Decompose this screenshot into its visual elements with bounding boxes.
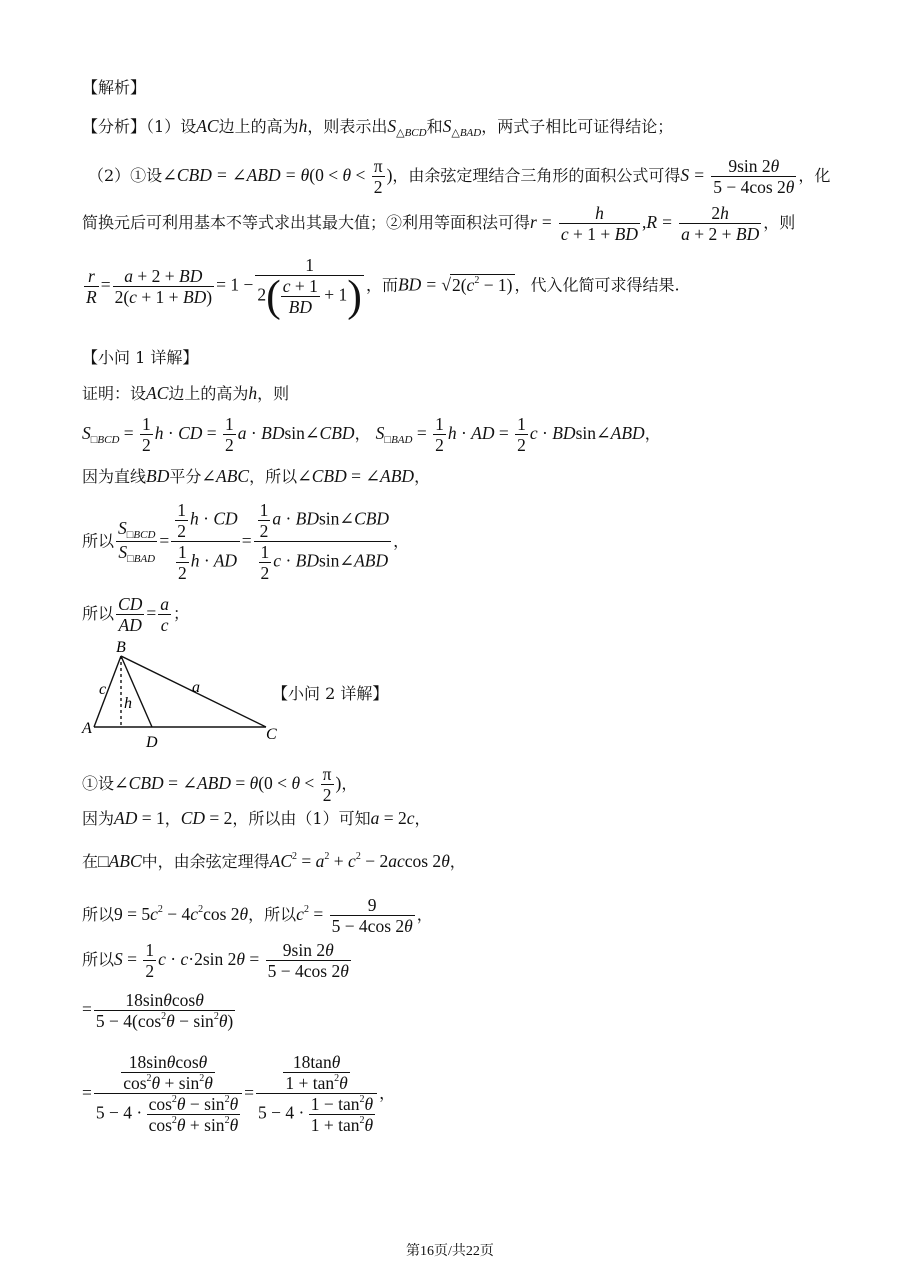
q2-line-6: = $\frac{18\sin\theta\cos\theta}{5 - 4(\cos^2\theta - \sin^2\theta)}$ bbox=[82, 990, 234, 1032]
q1-line-4: 所以 $\frac{S_{□BCD}}{S_{□BAD}}$ = $\frac{1}{2}$ h · CD $\frac{1}{2}$ h · AD = $\frac{1}{2}$ a · BDsin∠CBD $\frac{1}{2}$ c · BDsin∠ABD ， bbox=[82, 500, 410, 584]
q1-text: 边上的高为 bbox=[168, 384, 249, 403]
fraction: $\frac{18\tan\theta}{1 + \tan^2\theta}$ 5 − 4 · $\frac{1 - \tan^2\theta}{1 + \tan^2\theta}$ bbox=[256, 1052, 377, 1136]
fraction: $\frac{1}{2}$ bbox=[142, 414, 151, 456]
q1-line-1: 证明：设AC边上的高为h，则 bbox=[82, 383, 290, 403]
q2-text: 所以 bbox=[82, 950, 115, 970]
q2-text: 因为 bbox=[82, 809, 115, 828]
triangle-figure bbox=[80, 636, 290, 752]
q2-text: ，所以由（1）可知 bbox=[232, 809, 371, 828]
analysis-text: ，则表示出 bbox=[307, 117, 388, 136]
fraction: $\frac{9}{5 - 4\cos 2\theta}$ bbox=[331, 895, 413, 937]
fraction: $\frac{a + 2 + BD}{2(c + 1 + BD)}$ bbox=[114, 265, 213, 307]
q2-text: ①设 bbox=[82, 774, 115, 794]
fraction: $\frac{18\sin\theta\cos\theta}{\cos^2\theta + \sin^2\theta}$ 5 − 4 · $\frac{\cos^2\theta - \sin^2\theta}{\cos^2\theta + \sin^2\theta}$ bbox=[94, 1052, 242, 1136]
analysis-line-4: $\frac{r}{R}$ = $\frac{a + 2 + BD}{2(c + 1 + BD)}$ = 1 − 1 2( $\frac{c + 1}{BD}$ + 1) ，而BD = $√2(c^2 - 1)$ ，代入化简可求得结果. bbox=[86, 255, 680, 321]
analysis-text: ，而 bbox=[365, 275, 398, 295]
analysis-text: ，两式子相比可证得结论； bbox=[481, 117, 674, 136]
label-D: D bbox=[146, 734, 158, 751]
section-header: 【解析】 bbox=[82, 78, 147, 97]
q2-title: 【小问 2 详解】 bbox=[272, 684, 389, 703]
label-a: a bbox=[192, 679, 200, 696]
q2-line-7: = $\frac{18\sin\theta\cos\theta}{\cos^2\theta + \sin^2\theta}$ 5 − 4 · $\frac{\cos^2\theta - \sin^2\theta}{\cos^2\theta + \sin^2\theta}$ = $\frac{18\tan\theta}{1 + \tan^2\theta}$ 5 − 4 · $\frac{1 - \tan^2\theta}{1 + \tan^2\theta}$ ， bbox=[82, 1052, 396, 1136]
fraction: $\frac{9\sin 2\theta}{5 - 4\cos 2\theta}$ bbox=[713, 156, 795, 198]
fraction: $\frac{\pi}{2}$ bbox=[373, 156, 383, 198]
fraction: 1 2( $\frac{c + 1}{BD}$ + 1) bbox=[257, 255, 362, 321]
analysis-text: 和 bbox=[426, 117, 443, 136]
analysis-tag: 【分析】 bbox=[82, 117, 147, 136]
analysis-text: 简换元后可利用基本不等式求出其最大值；②利用等面积法可得 bbox=[82, 213, 531, 233]
q2-line-1: ①设∠CBD = ∠ABD = θ(0 < θ < $\frac{\pi}{2}$ )， bbox=[82, 764, 358, 806]
fraction: $\frac{1}{2}$ bbox=[145, 940, 155, 982]
analysis-text: （2）①设 bbox=[88, 166, 163, 186]
fraction: $\frac{a}{c}$ bbox=[160, 594, 169, 636]
fraction: $\frac{1}{2}$ a · BDsin∠CBD $\frac{1}{2}$ c · BDsin∠ABD bbox=[254, 500, 392, 584]
q1-text: ，所以 bbox=[249, 467, 298, 486]
q2-text: 所以 bbox=[82, 905, 115, 925]
analysis-text: ，由余弦定理结合三角形的面积公式可得 bbox=[392, 166, 681, 186]
fraction: $\frac{CD}{AD}$ bbox=[118, 594, 143, 636]
fraction: $\frac{1}{2}$ bbox=[435, 414, 444, 456]
label-c: c bbox=[99, 681, 107, 698]
q2-text: 在 bbox=[82, 852, 99, 871]
page-footer: 第16页/共22页 bbox=[406, 1244, 494, 1259]
q1-line-3: 因为直线BD平分∠ABC，所以∠CBD = ∠ABD， bbox=[82, 466, 431, 486]
q1-text: 因为直线 bbox=[82, 467, 147, 486]
analysis-line-2: （2）①设∠CBD = ∠ABD = θ(0 < θ < $\frac{\pi}{2}$ )，由余弦定理结合三角形的面积公式可得S = $\frac{9\sin 2\theta}{5 - 4\cos 2\theta}$ ，化 bbox=[88, 156, 831, 198]
q1-text: 所以 bbox=[82, 531, 115, 551]
q1-text: 所以 bbox=[82, 604, 115, 624]
q2-line-5: 所以S = $\frac{1}{2}$ c · c·2sin 2θ = $\frac{9\sin 2\theta}{5 - 4\cos 2\theta}$ bbox=[82, 940, 349, 982]
q2-line-2: 因为AD = 1，CD = 2，所以由（1）可知a = 2c， bbox=[82, 808, 431, 828]
analysis-text: 边上的高为 bbox=[218, 117, 299, 136]
q1-title: 【小问 1 详解】 bbox=[82, 348, 199, 367]
label-C: C bbox=[266, 726, 277, 743]
q1-line-2: $S_{□BCD}$ = $\frac{1}{2}$ h · CD = $\frac{1}{2}$ a · BDsin∠CBD， $S_{□BAD}$ = $\frac{1}{2}$ h · AD = $\frac{1}{2}$ c · BDsin∠ABD， bbox=[82, 414, 661, 456]
fraction: $\frac{S_{□BCD}}{S_{□BAD}}$ bbox=[118, 517, 156, 566]
q2-text: 中，由余弦定理得 bbox=[141, 852, 270, 871]
q2-text: ，所以 bbox=[248, 905, 297, 925]
q2-line-3: 在□ABC中，由余弦定理得$AC^2 = a^2 + c^2 - 2accos$ 2θ， bbox=[82, 851, 466, 871]
fraction: $\frac{r}{R}$ bbox=[86, 265, 97, 307]
fraction: $\frac{1}{2}$ bbox=[517, 414, 526, 456]
analysis-line-3: 简换元后可利用基本不等式求出其最大值；②利用等面积法可得r = $\frac{h}{c + 1 + BD}$ ,R = $\frac{2h}{a + 2 + BD}$ ，则 bbox=[82, 203, 796, 245]
fraction: $\frac{2h}{a + 2 + BD}$ bbox=[681, 203, 760, 245]
label-h: h bbox=[124, 695, 132, 712]
fraction: $\frac{h}{c + 1 + BD}$ bbox=[560, 203, 638, 245]
analysis-line-1: 【分析】（1）设AC边上的高为h，则表示出$S_{\triangle BCD}$和$S_{\triangle BAD}$，两式子相比可证得结论； bbox=[82, 116, 674, 139]
fraction: $\frac{\pi}{2}$ bbox=[322, 764, 332, 806]
q1-text: 平分 bbox=[169, 467, 202, 486]
analysis-text: ，则 bbox=[763, 213, 796, 233]
q1-line-5: 所以 $\frac{CD}{AD}$ = $\frac{a}{c}$ ； bbox=[82, 594, 189, 636]
segment-BD bbox=[121, 656, 152, 727]
analysis-text: （1）设 bbox=[146, 117, 197, 136]
analysis-text: ，化 bbox=[798, 166, 831, 186]
fraction: $\frac{9\sin 2\theta}{5 - 4\cos 2\theta}$ bbox=[267, 940, 349, 982]
q1-text: 证明：设 bbox=[82, 384, 147, 403]
fraction: $\frac{1}{2}$ bbox=[225, 414, 234, 456]
fraction: $\frac{1}{2}$ h · CD $\frac{1}{2}$ h · AD bbox=[171, 500, 239, 584]
analysis-text: ，代入化简可求得结果. bbox=[514, 275, 680, 295]
fraction: $\frac{18\sin\theta\cos\theta}{5 - 4(\cos^2\theta - \sin^2\theta)}$ bbox=[95, 990, 234, 1032]
label-B: B bbox=[116, 639, 126, 656]
q1-text: ，则 bbox=[257, 384, 290, 403]
label-A: A bbox=[82, 720, 92, 737]
q2-line-4: 所以$9 = 5c^2 - 4c^2\cos$ 2θ，所以$c^2$ = $\frac{9}{5 - 4\cos 2\theta}$ ， bbox=[82, 895, 433, 937]
